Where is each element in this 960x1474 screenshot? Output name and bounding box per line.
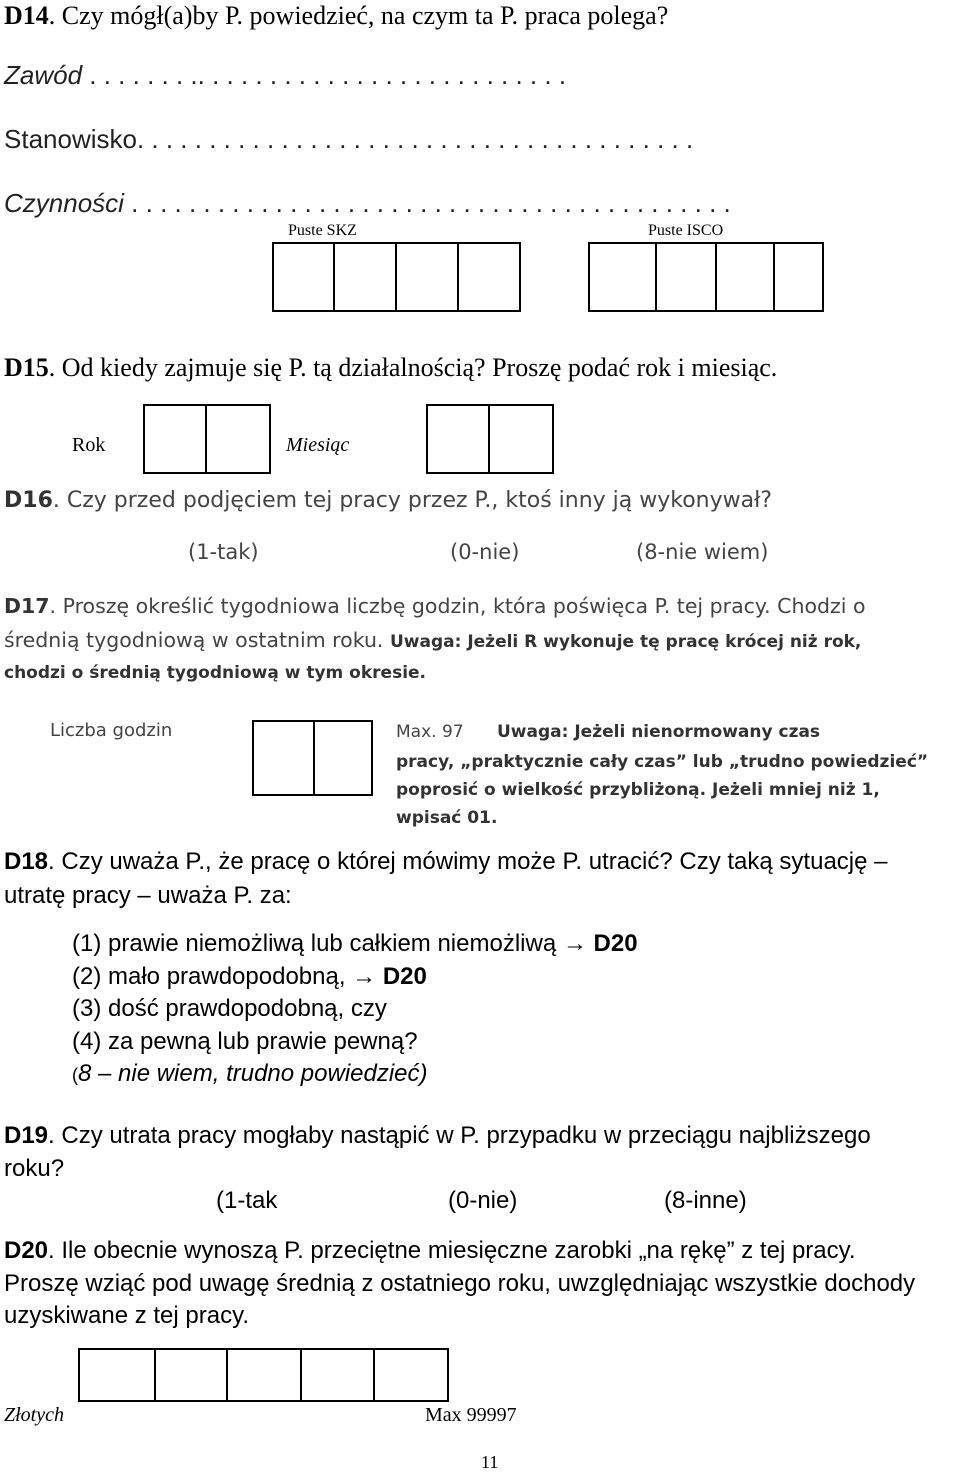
d18-option-1-ref: D20 bbox=[593, 930, 638, 957]
d20-line-1-text: . Ile obecnie wynoszą P. przeciętne miesięczne zarobki „na rękę” z tej pracy. bbox=[48, 1237, 856, 1264]
d19-line-1 bbox=[4, 1122, 871, 1150]
hours-note-line-1: Uwaga: Jeżeli nienormowany czas bbox=[497, 722, 821, 742]
miesiac-box-1[interactable] bbox=[426, 404, 490, 474]
stanowisko-dots: . . . . . . . . . . . . . . . . . . . . . . . . . . . . . . . . . . . . . . . bbox=[136, 124, 694, 154]
hours-note-line-2: pracy, „praktycznie cały czas” lub „trudno powiedzieć” bbox=[396, 752, 929, 772]
d19-option-no: (0-nie) bbox=[448, 1187, 518, 1214]
d16-option-dontknow: (8-nie wiem) bbox=[636, 540, 769, 564]
isco-box-2[interactable] bbox=[655, 242, 717, 312]
hours-note-line-3: poprosić o wielkość przybliżoną. Jeżeli mniej niż 1, bbox=[396, 780, 880, 800]
zawod-dots: . . . . . . . .. . . . . . . . . . . . . . . . . . . . . . . . . . bbox=[89, 60, 567, 90]
skz-box-4[interactable] bbox=[457, 242, 521, 312]
zlotych-label: Złotych bbox=[4, 1404, 64, 1426]
d16-question-text: . Czy przed podjęciem tej pracy przez P., ktoś inny ją wykonywał? bbox=[52, 488, 773, 513]
d20-line-1 bbox=[4, 1237, 856, 1265]
earnings-box-2[interactable] bbox=[154, 1348, 228, 1402]
hours-boxes bbox=[252, 720, 373, 796]
earnings-box-5[interactable] bbox=[373, 1348, 449, 1402]
earnings-box-3[interactable] bbox=[226, 1348, 302, 1402]
d14-stanowisko-line bbox=[4, 124, 693, 155]
isco-code-boxes bbox=[588, 242, 824, 312]
d15-question-text: . Od kiedy zajmuje się P. tą działalnością? Proszę podać rok i miesiąc. bbox=[48, 353, 778, 382]
d18-line-1 bbox=[4, 848, 887, 876]
miesiac-label: Miesiąc bbox=[286, 434, 350, 456]
d14-label: D14 bbox=[4, 1, 49, 30]
isco-label: Puste ISCO bbox=[648, 222, 724, 239]
d18-label: D18 bbox=[4, 848, 49, 875]
d17-line-2-text: średnią tygodniową w ostatnim roku. bbox=[4, 628, 384, 652]
zawod-label: Zawód bbox=[4, 60, 83, 90]
skz-code-boxes bbox=[272, 242, 521, 312]
rok-box-1[interactable] bbox=[143, 404, 207, 474]
d14-czynnosci-line bbox=[4, 188, 731, 219]
isco-box-4[interactable] bbox=[773, 242, 824, 312]
skz-box-3[interactable] bbox=[395, 242, 459, 312]
d16-question bbox=[4, 488, 772, 513]
d18-option-dontknow-paren: ( bbox=[72, 1065, 78, 1085]
liczba-godzin-label: Liczba godzin bbox=[50, 720, 173, 741]
d18-option-dontknow-text: 8 – nie wiem, trudno powiedzieć) bbox=[78, 1060, 428, 1087]
hours-note-line-4: wpisać 01. bbox=[396, 808, 498, 828]
miesiac-box-2[interactable] bbox=[488, 404, 554, 474]
d17-note-line-2: chodzi o średnią tygodniową w tym okresie. bbox=[4, 663, 427, 683]
d18-option-1 bbox=[72, 930, 638, 958]
d16-label: D16 bbox=[4, 488, 53, 513]
d18-option-2 bbox=[72, 963, 427, 991]
d18-option-3: (3) dość prawdopodobną, czy bbox=[72, 995, 387, 1022]
d15-question bbox=[4, 353, 777, 383]
isco-box-1[interactable] bbox=[588, 242, 657, 312]
d20-label: D20 bbox=[4, 1237, 49, 1264]
d18-option-1-text: (1) prawie niemożliwą lub całkiem niemożliwą → bbox=[72, 930, 594, 957]
d19-option-yes: (1-tak bbox=[216, 1187, 278, 1214]
d18-line-2: utratę pracy – uważa P. za: bbox=[4, 882, 292, 909]
d18-option-2-ref: D20 bbox=[382, 963, 427, 990]
d17-label: D17 bbox=[4, 594, 50, 618]
skz-box-1[interactable] bbox=[272, 242, 335, 312]
rok-label: Rok bbox=[72, 434, 106, 456]
d18-option-2-text: (2) mało prawdopodobną, → bbox=[72, 963, 383, 990]
earnings-box-4[interactable] bbox=[300, 1348, 375, 1402]
miesiac-boxes bbox=[426, 404, 554, 474]
d16-option-yes: (1-tak) bbox=[188, 540, 259, 564]
page-number: 11 bbox=[481, 1452, 499, 1472]
d16-option-no: (0-nie) bbox=[450, 540, 520, 564]
skz-label: Puste SKZ bbox=[288, 222, 357, 239]
d18-line-1-text: . Czy uważa P., że pracę o której mówimy może P. utracić? Czy taką sytuację – bbox=[48, 848, 888, 875]
d18-option-dontknow bbox=[72, 1060, 428, 1088]
d17-note-inline: Uwaga: Jeżeli R wykonuje tę pracę krócej niż rok, bbox=[389, 632, 862, 652]
earnings-boxes bbox=[78, 1348, 449, 1402]
hours-max-label: Max. 97 bbox=[396, 722, 464, 742]
d15-label: D15 bbox=[4, 353, 49, 382]
d19-option-other: (8-inne) bbox=[664, 1187, 747, 1214]
d14-question-text: . Czy mógł(a)by P. powiedzieć, na czym ta P. praca polega? bbox=[48, 1, 669, 30]
d17-line-2 bbox=[4, 628, 861, 652]
d19-label: D19 bbox=[4, 1122, 49, 1149]
d17-line-1 bbox=[4, 594, 866, 618]
d19-line-1-text: . Czy utrata pracy mogłaby nastąpić w P. przypadku w przeciągu najbliższego bbox=[48, 1122, 871, 1149]
czynnosci-dots: . . . . . . . . . . . . . . . . . . . . . . . . . . . . . . . . . . . . . . . . . . bbox=[131, 188, 731, 218]
skz-box-2[interactable] bbox=[333, 242, 397, 312]
d14-zawod-line bbox=[4, 60, 566, 91]
d18-option-4: (4) za pewną lub prawie pewną? bbox=[72, 1028, 418, 1055]
rok-boxes bbox=[143, 404, 271, 474]
earnings-max-label: Max 99997 bbox=[425, 1404, 517, 1426]
hours-box-2[interactable] bbox=[313, 720, 373, 796]
rok-box-2[interactable] bbox=[205, 404, 271, 474]
earnings-box-1[interactable] bbox=[78, 1348, 156, 1402]
stanowisko-label: Stanowisko bbox=[4, 124, 137, 154]
hours-box-1[interactable] bbox=[252, 720, 315, 796]
d17-line-1-text: . Proszę określić tygodniowa liczbę godzin, która poświęca P. tej pracy. Chodzi o bbox=[49, 594, 866, 618]
isco-box-3[interactable] bbox=[715, 242, 775, 312]
d19-line-2: roku? bbox=[4, 1155, 65, 1182]
d20-line-2: Proszę wziąć pod uwagę średnią z ostatniego roku, uwzględniając wszystkie dochody bbox=[4, 1270, 916, 1297]
czynnosci-label: Czynności bbox=[4, 188, 124, 218]
d14-question bbox=[4, 1, 668, 31]
d20-line-3: uzyskiwane z tej pracy. bbox=[4, 1302, 249, 1329]
